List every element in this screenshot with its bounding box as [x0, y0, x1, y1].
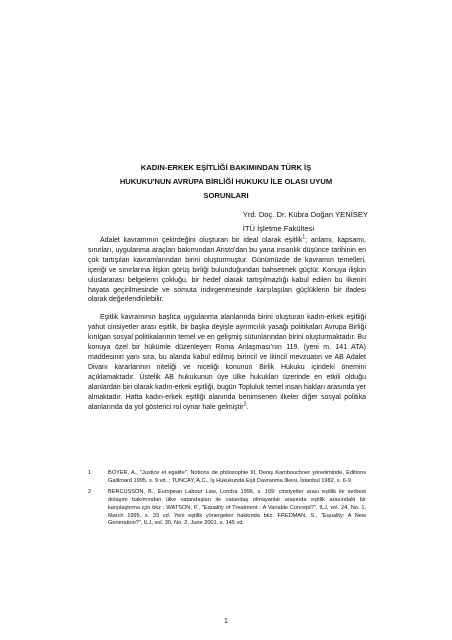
- title-line-1: KADIN-ERKEK EŞİTLİĞİ BAKIMINDAN TÜRK İŞ: [140, 163, 312, 172]
- body-text: [88, 236, 366, 420]
- footnotes: [88, 470, 366, 531]
- paragraph-1-text-a: Adalet kavramının çekirdeğini oluşturan bir ideal olarak eşitlik: [100, 237, 303, 244]
- author-block: [243, 208, 368, 236]
- paragraph-1-text-b: ; anlamı, kapsamı, sınırları, uygulanma araçları bakımından Aristo'dan bu yana insanlık düşünce tarihinin en çok tartışılan kavramlarından birini oluşturmuştur. Günümüzde de kavramın temelleri, içeriği ve sınırlarına ilişkin görüş birliği bulunduğundan bahsetmek güçtür. Konuya ilişkin uluslararası belgelerin çokluğu, bir hedef olarak tartışılmazlığı kabul edilen bu ilkenin hayata geçirilmesinde ve somuta indirgenmesinde karşılaşılan güçlüklerin bir ifadesi olarak değerlendirilebilir.: [88, 237, 366, 304]
- title-line-2: HUKUKU'NUN AVRUPA BİRLİĞİ HUKUKU İLE OLASI UYUM: [119, 177, 333, 186]
- footnote-ref-2[interactable]: 2: [243, 401, 247, 408]
- footnote-ref-1[interactable]: 1: [302, 234, 306, 241]
- footnote-number: 2: [88, 488, 92, 495]
- footnote-2: [88, 489, 366, 529]
- article-title: [100, 161, 352, 203]
- footnote-1: [88, 470, 366, 486]
- footnote-text: BOYER, A., "Justice et egalite", Notions de philosophie III, Deniş Kambouchner yönetiminde, Editions Gallimard 1995, s. 9 vd. ; TUNCAY, A.C., İş Hukukunda Eşit Davranma İlkesi, İstanbul 1982, s. 6-9.: [108, 470, 366, 484]
- paragraph-2: [88, 313, 366, 412]
- page-number: 1: [224, 618, 228, 625]
- paragraph-2-text-b: .: [246, 403, 249, 411]
- author-affiliation: İTÜ İşletme Fakültesi: [242, 224, 315, 233]
- footnote-number: 1: [88, 470, 92, 476]
- paragraph-2-text-a: Eşitlik kavramının başlıca uygulanma alanlarında birini oluşturan kadın-erkek eşitliği yahut cinsiyetler arası eşitlik, bir başka deyişle ayrımcılık yasağı politikaları Avrupa Birliği kırılgan sosyal politikalarının temel ve en gelişmiş sütunlarından birini oluşturmaktadır. Bu konuya özel bir hükümle düzenleyen Roma Anlaşması'nın 119. (yeni m. 141 ATA) maddesinin yanı sıra, bu alanda kabul edilmiş birincil ve ikincil mevzuatın ve AB Adalet Divanı kararlarının niteliği ve niceliği konunun Birlik Hukuku içindeki önemini açıklamaktadır. Üstelik AB hukukunun üye ülke hukukları üzerinde en etkili olduğu alanlardan biri olarak kadın-erkek eşitliği, bugün Topluluk temel insan hakları arasında yer almaktadır. Hatta kadın-erkek eşitliği alanında benimsenen ilkeler diğer sosyal politika alanlarında da yol gösterici rol oynar hale gelmiştir: [88, 314, 366, 411]
- title-line-3: SORUNLARI: [203, 191, 249, 200]
- paragraph-1: [88, 236, 366, 305]
- author-name: Yrd. Doç. Dr. Kübra Doğan YENİSEY: [242, 210, 368, 219]
- footnote-text: BERCUSSON, B., European Labour Law, Londra 1996, s. 169: cinsiyetler arası eşitlik ile serbest dolaşım bakımından ülke vatandaşları ile vatandaş olmayanlar arasında eşitlik arasındaki bir karşılaştırma için bkz : WATSON, P., "Equality of Treatment : A Variable Concept?", ILJ, vol. 24, No. 1, March 1995, s. 33 vd. Yeni eşitlik yönergeleri hakkında bkz. FREDMAN, S., "Equality: A New Generation?", ILJ, vol. 30, No. 2, June 2001, s. 145 vd.: [108, 488, 366, 527]
